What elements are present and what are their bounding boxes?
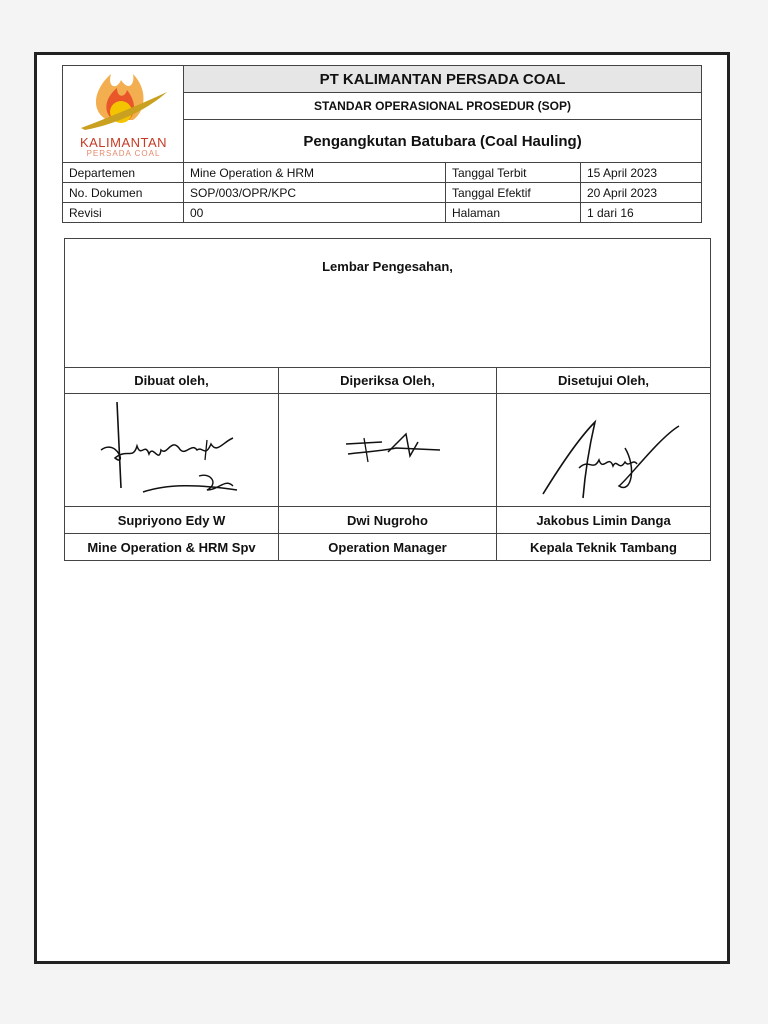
signature-icon [318, 398, 458, 502]
document-header-table [62, 65, 702, 223]
role-approved-by: Disetujui Oleh, [497, 368, 711, 394]
meta-label: Halaman [446, 203, 581, 223]
document-type: STANDAR OPERASIONAL PROSEDUR (SOP) [184, 93, 702, 120]
company-logo [63, 66, 184, 162]
role-made-by: Dibuat oleh, [65, 368, 279, 394]
meta-row [63, 203, 702, 223]
meta-label: Revisi [63, 203, 184, 223]
signature-cell [279, 394, 497, 507]
meta-value: 00 [184, 203, 446, 223]
document-title: Pengangkutan Batubara (Coal Hauling) [184, 120, 702, 163]
logo-subtitle: PERSADA COAL [86, 149, 161, 158]
signatory-position: Mine Operation & HRM Spv [65, 534, 279, 561]
signature-icon [87, 398, 257, 502]
meta-value: 1 dari 16 [581, 203, 702, 223]
signature-cell [65, 394, 279, 507]
meta-label: Departemen [63, 163, 184, 183]
signatory-position: Kepala Teknik Tambang [497, 534, 711, 561]
meta-label: Tanggal Efektif [446, 183, 581, 203]
meta-row [63, 183, 702, 203]
approval-title: Lembar Pengesahan, [65, 239, 711, 368]
signatory-position: Operation Manager [279, 534, 497, 561]
signature-icon [519, 398, 689, 502]
company-name: PT KALIMANTAN PERSADA COAL [184, 66, 702, 93]
signatory-name: Supriyono Edy W [65, 507, 279, 534]
meta-value: 20 April 2023 [581, 183, 702, 203]
meta-value: Mine Operation & HRM [184, 163, 446, 183]
signatory-name: Dwi Nugroho [279, 507, 497, 534]
logo-cell [63, 66, 184, 163]
signature-cell [497, 394, 711, 507]
logo-wordmark: KALIMANTAN [79, 135, 168, 150]
meta-value: 15 April 2023 [581, 163, 702, 183]
meta-row [63, 163, 702, 183]
flame-logo-icon [77, 70, 171, 134]
signatory-name: Jakobus Limin Danga [497, 507, 711, 534]
meta-label: No. Dokumen [63, 183, 184, 203]
meta-value: SOP/003/OPR/KPC [184, 183, 446, 203]
meta-label: Tanggal Terbit [446, 163, 581, 183]
role-checked-by: Diperiksa Oleh, [279, 368, 497, 394]
approval-table [64, 238, 711, 561]
